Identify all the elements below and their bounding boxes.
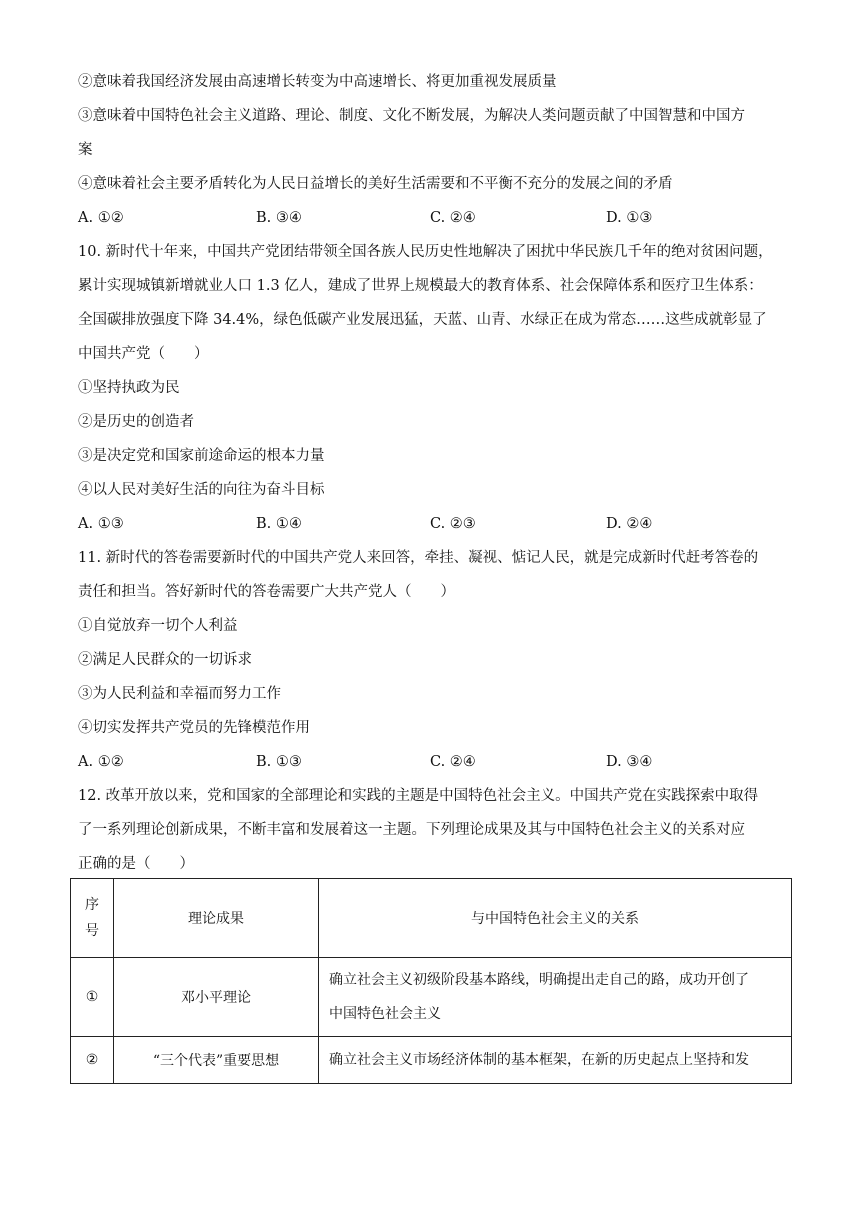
choice-a[interactable]: A. ①③ <box>78 516 124 532</box>
relation-line: 确立社会主义初级阶段基本路线，明确提出走自己的路，成功开创了 <box>329 972 749 988</box>
q11-choices <box>78 752 778 772</box>
table-row <box>71 1037 792 1084</box>
q11-statement-4: ④切实发挥共产党员的先锋模范作用 <box>78 720 310 736</box>
choice-d[interactable]: D. ①③ <box>606 210 653 226</box>
header-relation: 与中国特色社会主义的关系 <box>319 879 792 958</box>
choice-c[interactable]: C. ②④ <box>430 210 476 226</box>
q10-choices <box>78 514 778 534</box>
q9-statement-3: ③意味着中国特色社会主义道路、理论、制度、文化不断发展，为解决人类问题贡献了中国智慧和中国方 <box>78 108 745 124</box>
choice-b[interactable]: B. ③④ <box>256 210 302 226</box>
header-number-char: 号 <box>85 923 99 939</box>
row-theory: 邓小平理论 <box>114 958 319 1037</box>
choice-b[interactable]: B. ①④ <box>256 516 302 532</box>
q10-stem-line: 全国碳排放强度下降 34.4%，绿色低碳产业发展迅猛，天蓝、山青、水绿正在成为常态……这些成就彰显了 <box>78 312 767 328</box>
header-number-char: 序 <box>85 897 99 913</box>
q11-statement-3: ③为人民利益和幸福而努力工作 <box>78 686 281 702</box>
q10-statement-3: ③是决定党和国家前途命运的根本力量 <box>78 448 325 464</box>
q10-statement-1: ①坚持执政为民 <box>78 380 180 396</box>
row-theory: “三个代表”重要思想 <box>114 1037 319 1084</box>
q12-stem-line: 12. 改革开放以来，党和国家的全部理论和实践的主题是中国特色社会主义。中国共产党在实践探索中取得 <box>78 788 759 804</box>
q9-statement-2: ②意味着我国经济发展由高速增长转变为中高速增长、将更加重视发展质量 <box>78 74 557 90</box>
row-relation <box>319 1037 792 1084</box>
choice-d[interactable]: D. ②④ <box>606 516 653 532</box>
q11-stem-line: 11. 新时代的答卷需要新时代的中国共产党人来回答，牵挂、凝视、惦记人民，就是完成新时代赶考答卷的 <box>78 550 759 566</box>
q12-stem-line: 了一系列理论创新成果，不断丰富和发展着这一主题。下列理论成果及其与中国特色社会主义的关系对应 <box>78 822 745 838</box>
choice-c[interactable]: C. ②④ <box>430 754 476 770</box>
choice-a[interactable]: A. ①② <box>78 754 124 770</box>
q9-statement-3-cont: 案 <box>78 142 93 158</box>
relation-line: 中国特色社会主义 <box>329 1006 441 1022</box>
q9-choices <box>78 208 778 228</box>
relation-line: 确立社会主义市场经济体制的基本框架，在新的历史起点上坚持和发 <box>329 1052 749 1068</box>
q10-statement-2: ②是历史的创造者 <box>78 414 194 430</box>
choice-d[interactable]: D. ③④ <box>606 754 653 770</box>
q11-stem-line: 责任和担当。答好新时代的答卷需要广大共产党人（ ） <box>78 584 455 600</box>
q11-statement-1: ①自觉放弃一切个人利益 <box>78 618 238 634</box>
q12-stem-line: 正确的是（ ） <box>78 856 194 872</box>
table-header-row <box>71 879 792 958</box>
header-theory: 理论成果 <box>114 879 319 958</box>
q10-stem-line: 10. 新时代十年来，中国共产党团结带领全国各族人民历史性地解决了困扰中华民族几千年的绝对贫困问题， <box>78 244 773 260</box>
choice-c[interactable]: C. ②③ <box>430 516 476 532</box>
choice-b[interactable]: B. ①③ <box>256 754 302 770</box>
row-number: ① <box>71 958 114 1037</box>
q10-stem-line: 累计实现城镇新增就业人口 1.3 亿人，建成了世界上规模最大的教育体系、社会保障体系和医疗卫生体系： <box>78 278 763 294</box>
q10-stem-line: 中国共产党（ ） <box>78 346 209 362</box>
q10-statement-4: ④以人民对美好生活的向往为奋斗目标 <box>78 482 325 498</box>
q9-statement-4: ④意味着社会主要矛盾转化为人民日益增长的美好生活需要和不平衡不充分的发展之间的矛盾 <box>78 176 673 192</box>
row-number: ② <box>71 1037 114 1084</box>
choice-a[interactable]: A. ①② <box>78 210 124 226</box>
q11-statement-2: ②满足人民群众的一切诉求 <box>78 652 252 668</box>
q12-table <box>70 878 792 1084</box>
row-relation <box>319 958 792 1037</box>
table-row <box>71 958 792 1037</box>
header-number <box>71 879 114 958</box>
